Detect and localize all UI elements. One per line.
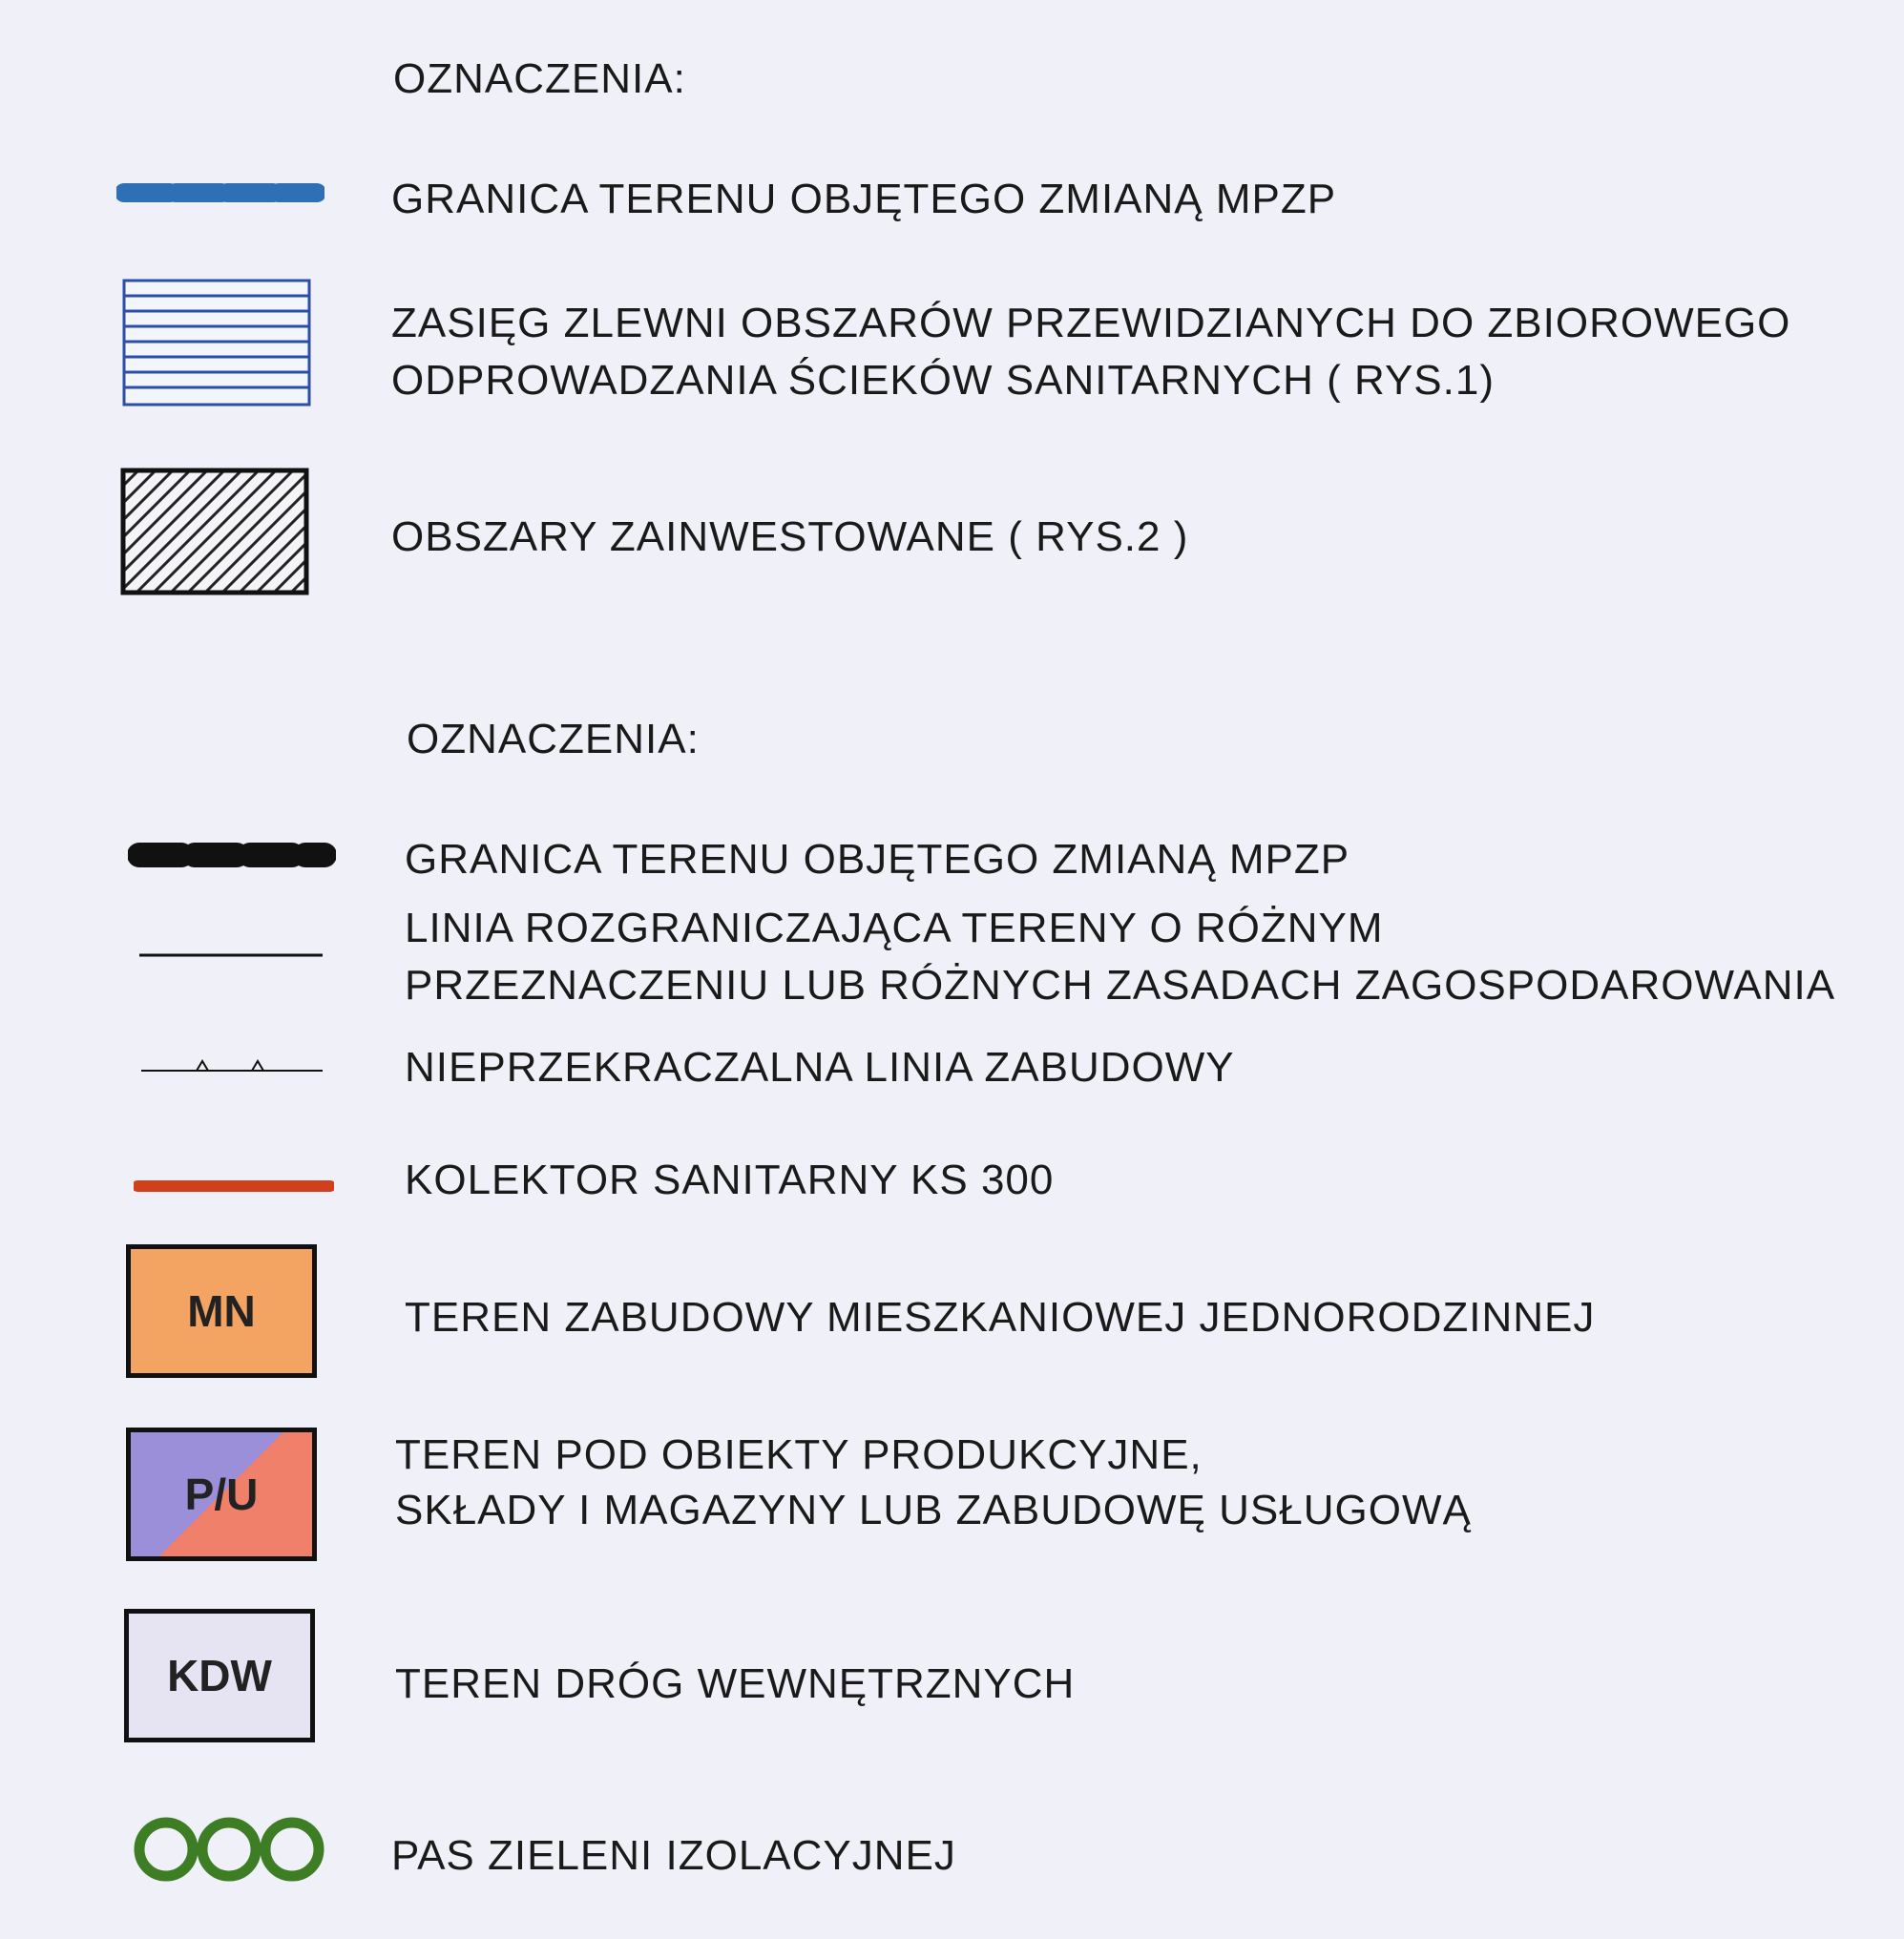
legend-label-boundary-blue: GRANICA TERENU OBJĘTEGO ZMIANĄ MPZP bbox=[391, 176, 1337, 222]
blue-dashed-boundary-icon bbox=[116, 177, 324, 208]
legend-label-mn: TEREN ZABUDOWY MIESZKANIOWEJ JEDNORODZINNEJ bbox=[405, 1294, 1596, 1341]
legend-label-kdw: TEREN DRÓG WEWNĘTRZNYCH bbox=[395, 1660, 1076, 1707]
legend-label-catchment-line1: ZASIĘG ZLEWNI OBSZARÓW PRZEWIDZIANYCH DO ZBIOROWEGO bbox=[391, 300, 1791, 346]
legend-label-dividing-line-1: LINIA ROZGRANICZAJĄCA TERENY O RÓŻNYM bbox=[405, 905, 1384, 951]
legend-label-boundary-black: GRANICA TERENU OBJĘTEGO ZMIANĄ MPZP bbox=[405, 836, 1350, 883]
legend-label-catchment-line2: ODPROWADZANIA ŚCIEKÓW SANITARNYCH ( RYS.1) bbox=[391, 357, 1495, 404]
legend-label-sewer: KOLEKTOR SANITARNY KS 300 bbox=[405, 1157, 1055, 1203]
legend-label-building-line: NIEPRZEKRACZALNA LINIA ZABUDOWY bbox=[405, 1044, 1235, 1091]
pu-zone-icon: P/U bbox=[126, 1428, 317, 1561]
legend-label-developed-areas: OBSZARY ZAINWESTOWANE ( RYS.2 ) bbox=[391, 513, 1189, 560]
legend-bottom-heading: OZNACZENIA: bbox=[407, 716, 700, 762]
thin-black-line-icon bbox=[137, 949, 324, 962]
legend-label-green-belt: PAS ZIELENI IZOLACYJNEJ bbox=[391, 1832, 956, 1879]
legend-top-heading: OZNACZENIA: bbox=[393, 55, 686, 102]
green-circles-icon bbox=[128, 1811, 330, 1887]
black-dashed-boundary-icon bbox=[128, 838, 336, 872]
mn-zone-icon: MN bbox=[126, 1244, 317, 1378]
black-diagonal-hatch-icon bbox=[120, 468, 309, 595]
blue-horizontal-hatch-icon bbox=[122, 279, 311, 407]
legend-label-pu-line1: TEREN POD OBIEKTY PRODUKCYJNE, bbox=[395, 1431, 1203, 1478]
red-sewer-line-icon bbox=[134, 1176, 334, 1197]
kdw-zone-icon: KDW bbox=[124, 1609, 315, 1742]
building-line-icon bbox=[139, 1048, 324, 1076]
legend-label-dividing-line-2: PRZEZNACZENIU LUB RÓŻNYCH ZASADACH ZAGOSPODAROWANIA bbox=[405, 962, 1836, 1009]
legend-label-pu-line2: SKŁADY I MAGAZYNY LUB ZABUDOWĘ USŁUGOWĄ bbox=[395, 1487, 1472, 1533]
